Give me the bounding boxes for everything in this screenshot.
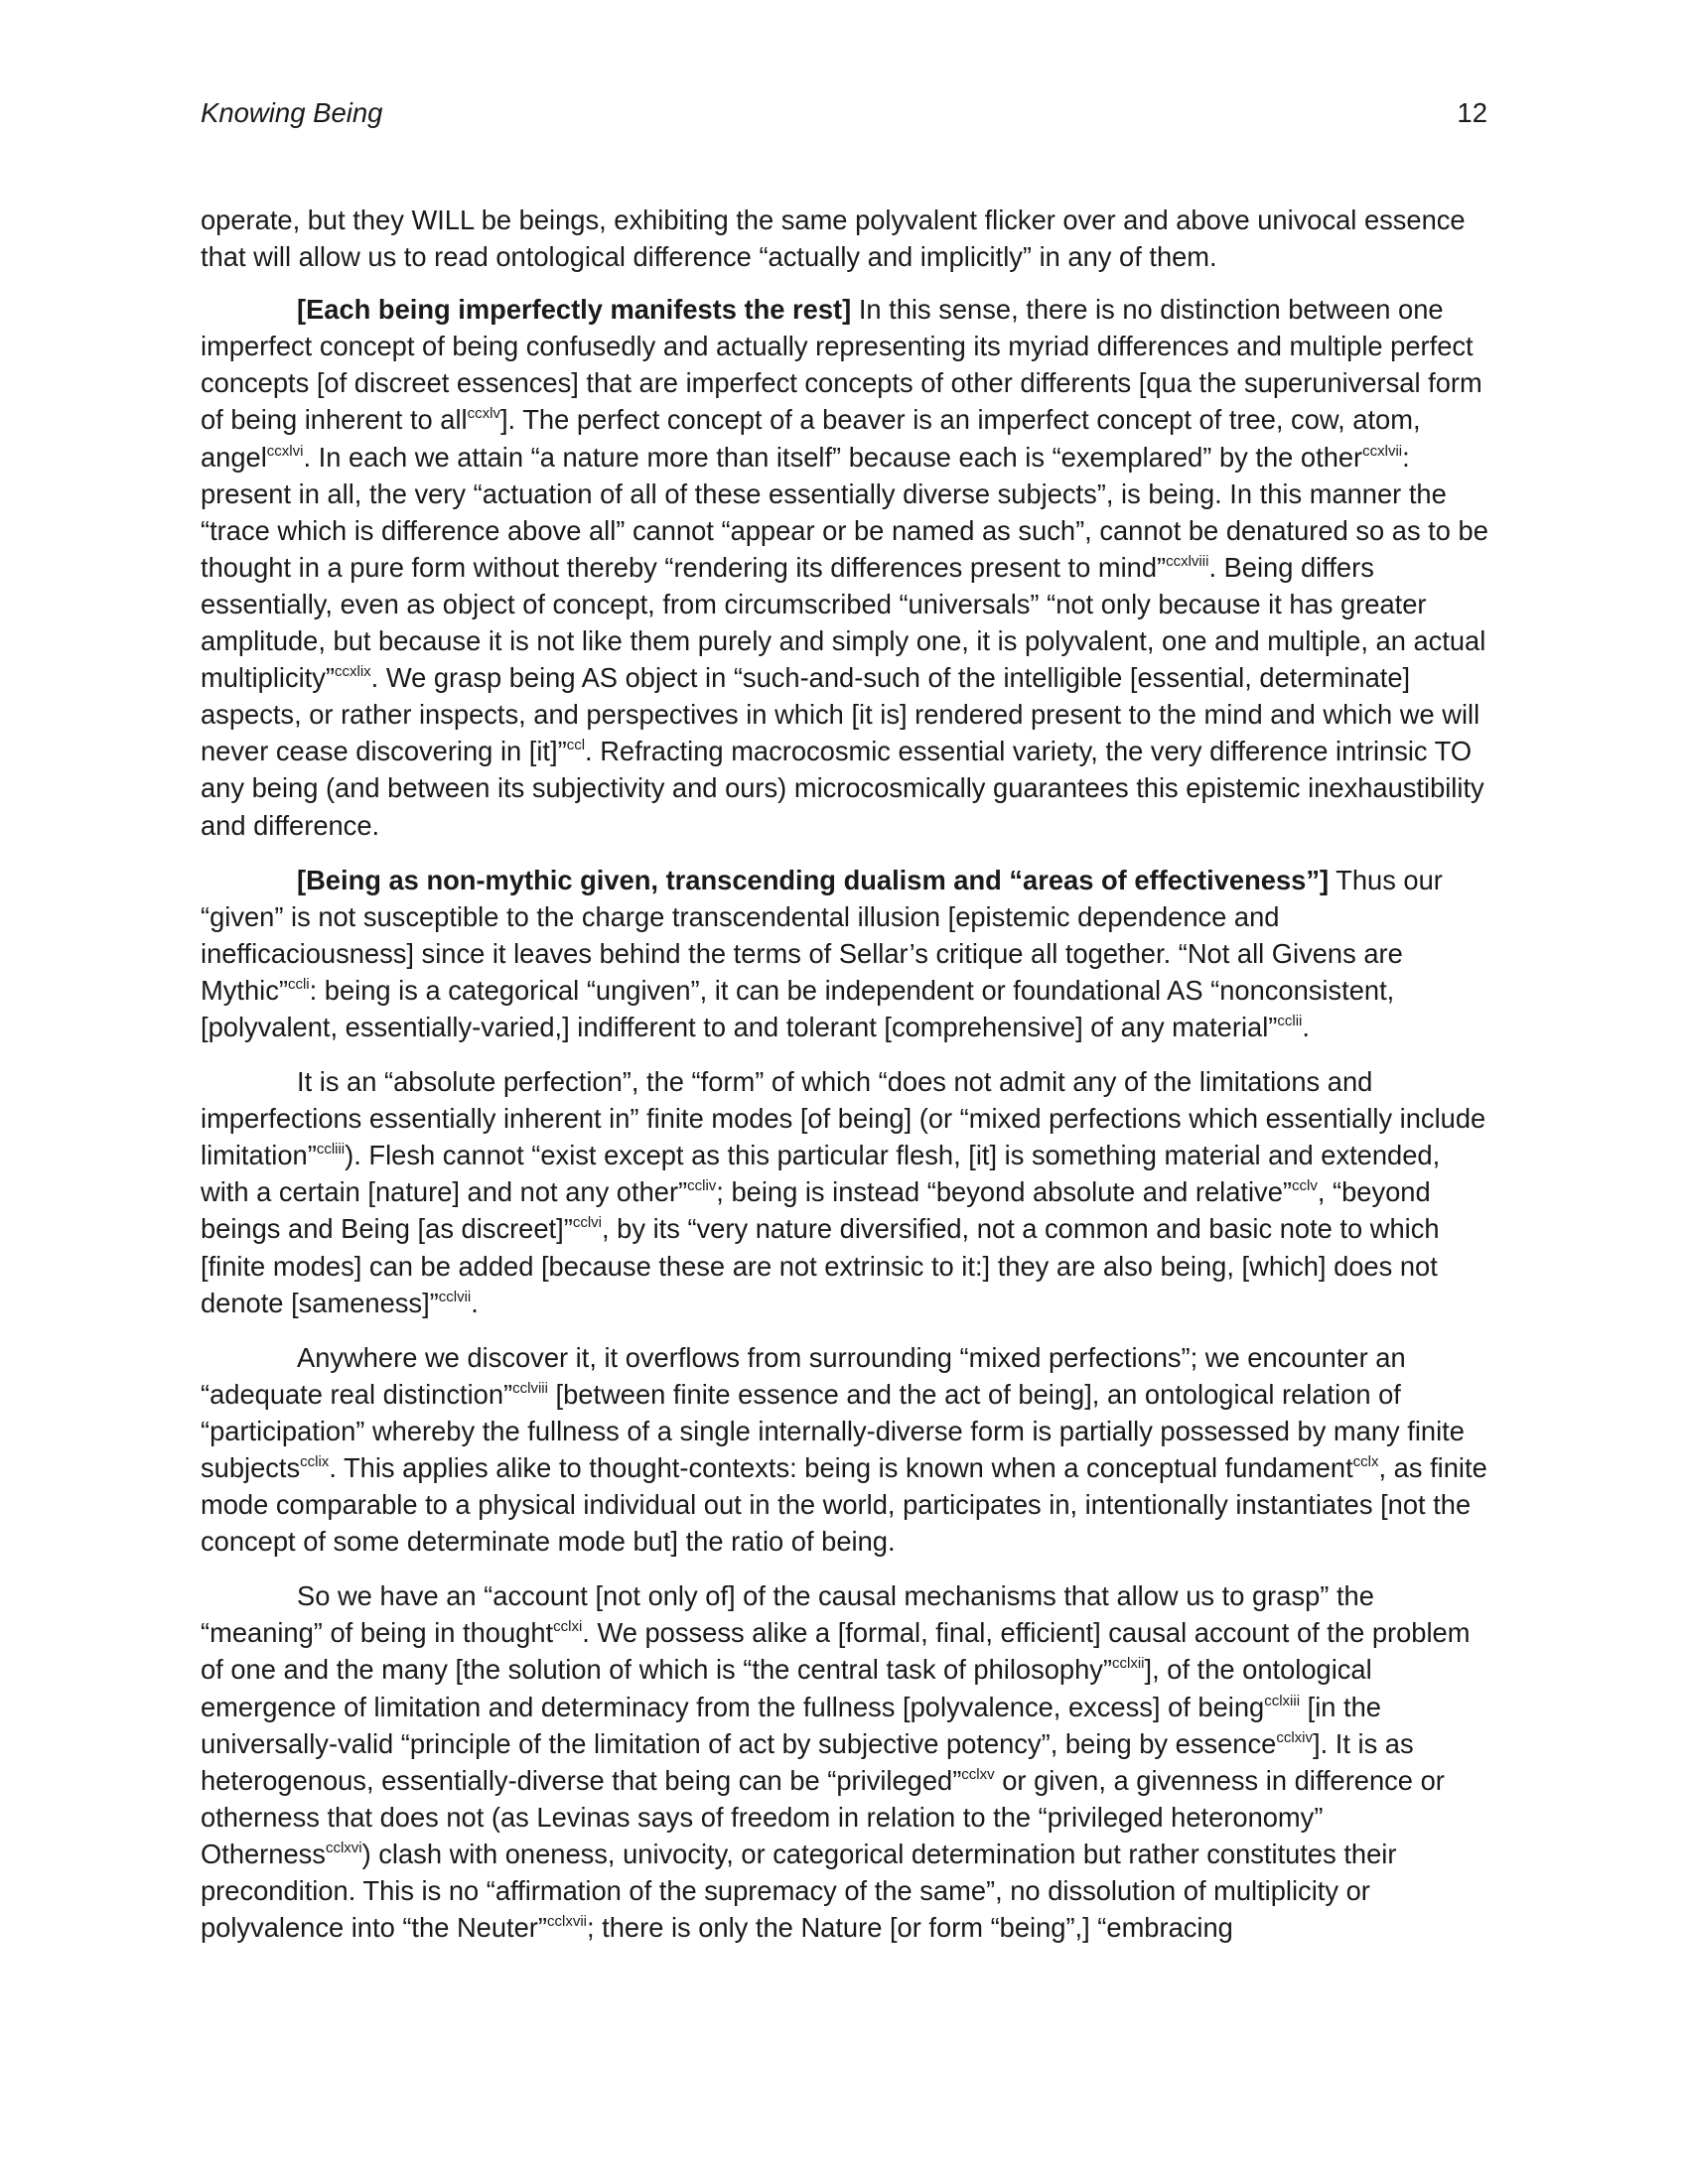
section-lead: [Being as non-mythic given, transcending dualism and “areas of effectiveness”] [297,864,1330,895]
text-run: : present in all, the very “actuation of all of these essentially diverse subjects”, is being. In this manner the “trace which is difference above all” cannot “appear or be named as such”, cannot be denatured so as to be thought in a pure form without thereby “rendering its differences present to mind” [201,441,1488,583]
footnote-marker: ccli [287,975,310,993]
footnote-marker: ccxlix [334,663,371,681]
footnote-marker: cclv [1291,1177,1318,1195]
text-run: [in the universally-valid “principle of the limitation of act by subjective potency”, being by essence [201,1691,1381,1759]
running-header [201,97,1487,129]
text-run: ; there is only the Nature [or form “being”,] “embracing [586,1912,1233,1944]
footnote-marker: cclii [1277,1012,1303,1029]
footnote-marker: cclxiii [1264,1692,1301,1709]
page-number: 12 [1457,97,1487,128]
footnote-marker: cclvi [572,1214,602,1232]
footnote-marker: ccxlvi [266,442,304,460]
footnote-marker: ccl [566,737,586,754]
running-title: Knowing Being [201,97,383,128]
text-run: ). Flesh cannot “exist except as this particular flesh, [it] is something material and extended, with a certain [nature] and not any other” [201,1140,1441,1208]
paragraph [201,862,1489,1045]
text-run: . This applies alike to thought-contexts: being is known when a conceptual fundament [329,1452,1353,1483]
footnote-marker: ccxlv [467,405,500,423]
text-run: . [1302,1011,1310,1042]
text-run: . [471,1287,479,1318]
paragraph [201,1063,1489,1321]
text-run: [between finite essence and the act of being], an ontological relation of “participation” whereby the fullness of a single internally-diverse form is partially possessed by many finite subjects [201,1378,1465,1483]
text-run: , “beyond beings and Being [as discreet]” [201,1176,1431,1245]
footnote-marker: cclx [1352,1453,1379,1470]
footnote-marker: ccxlviii [1166,552,1209,570]
footnote-marker: ccliii [316,1141,346,1159]
footnote-marker: cclxvi [325,1839,362,1856]
text-run: operate, but they WILL be beings, exhibiting the same polyvalent flicker over and above univocal essence that will allow us to read ontological difference “actually and implicitly” in any of them. [201,205,1466,273]
text-run: ) clash with oneness, univocity, or categorical determination but rather constitutes their precondition. This is no “affirmation of the supremacy of the same”, no dissolution of multiplicity or polyvalence into “the Neuter” [201,1838,1397,1944]
text-run: So we have an “account [not only of] of the causal mechanisms that allow us to grasp” the “meaning” of being in thought [201,1580,1374,1649]
footnote-marker: cclxv [961,1765,995,1783]
text-run: In this sense, there is no distinction between one imperfect concept of being confusedly and actually representing its myriad differences and multiple perfect concepts [of discreet essences] that are imperfect concepts of other differents [qua the superuniversal form of being inherent to all [201,294,1482,436]
text-run: ]. It is as heterogenous, essentially-diverse that being can be “privileged” [201,1727,1414,1796]
text-run: It is an “absolute perfection”, the “form” of which “does not admit any of the limitations and imperfections essentially inherent in” finite modes [of being] (or “mixed perfections which essentially include limitation” [201,1066,1486,1171]
text-run: ], of the ontological emergence of limitation and determinacy from the fullness [polyvalence, excess] of being [201,1654,1372,1722]
footnote-marker: ccxlvii [1362,442,1403,460]
paragraph [201,1339,1489,1561]
text-run: . We possess alike a [formal, final, efficient] causal account of the problem of one and the many [the solution of which is “the central task of philosophy” [201,1617,1471,1686]
paragraph [201,1577,1489,1946]
footnote-marker: cclix [300,1453,330,1470]
footnote-marker: cclvii [438,1288,472,1305]
text-run: ; being is instead “beyond absolute and relative” [716,1176,1292,1208]
text-run: : being is a categorical “ungiven”, it can be independent or foundational AS “nonconsistent, [polyvalent, essentially-varied,] indifferent to and tolerant [comprehensive] of any material” [201,974,1395,1042]
footnote-marker: cclxi [553,1618,583,1636]
text-run: . We grasp being AS object in “such-and-such of the intelligible [essential, determinate] aspects, or rather inspects, and perspectives in which [it is] rendered present to the mind and which we will never cease discovering in [it]” [201,662,1480,767]
footnote-marker: cclxiv [1276,1728,1313,1746]
text-run: , as finite mode comparable to a physical individual out in the world, participates in, intentionally instantiates [not the concept of some determinate mode but] the ratio of being. [201,1452,1487,1558]
text-run: ]. The perfect concept of a beaver is an imperfect concept of tree, cow, atom, angel [201,404,1421,473]
text-run: , by its “very nature diversified, not a common and basic note to which [finite modes] can be added [because these are not extrinsic to it:] they are also being, [which] does not denote [sameness]” [201,1213,1440,1318]
paragraph [201,202,1489,275]
text-run: Thus our “given” is not susceptible to the charge transcendental illusion [epistemic dependence and inefficaciousness] since it leaves behind the terms of Sellar’s critique all together. “Not all Givens are Mythic” [201,864,1443,1006]
section-lead: [Each being imperfectly manifests the rest] [297,294,852,326]
footnote-marker: cclxvii [546,1913,587,1931]
body-text [201,202,1489,1964]
text-run: . Being differs essentially, even as object of concept, from circumscribed “universals” “not only because it has greater amplitude, but because it is not like them purely and simply one, it is polyvalent, one and multiple, an actual multiplicity” [201,551,1486,694]
footnote-marker: ccliv [687,1177,717,1195]
footnote-marker: cclviii [512,1379,548,1397]
footnote-marker: cclxii [1112,1655,1145,1673]
text-run: or given, a givenness in difference or otherness that does not (as Levinas says of freedom in relation to the “privileged heteronomy” Otherness [201,1764,1445,1869]
text-run: . In each we attain “a nature more than itself” because each is “exemplared” by the other [303,441,1363,473]
paragraph [201,291,1489,843]
text-run: Anywhere we discover it, it overflows from surrounding “mixed perfections”; we encounter an “adequate real distinction” [201,1341,1406,1410]
text-run: . Refracting macrocosmic essential variety, the very difference intrinsic TO any being (and between its subjectivity and ours) microcosmically guarantees this epistemic inexhaustibility and difference. [201,736,1484,841]
